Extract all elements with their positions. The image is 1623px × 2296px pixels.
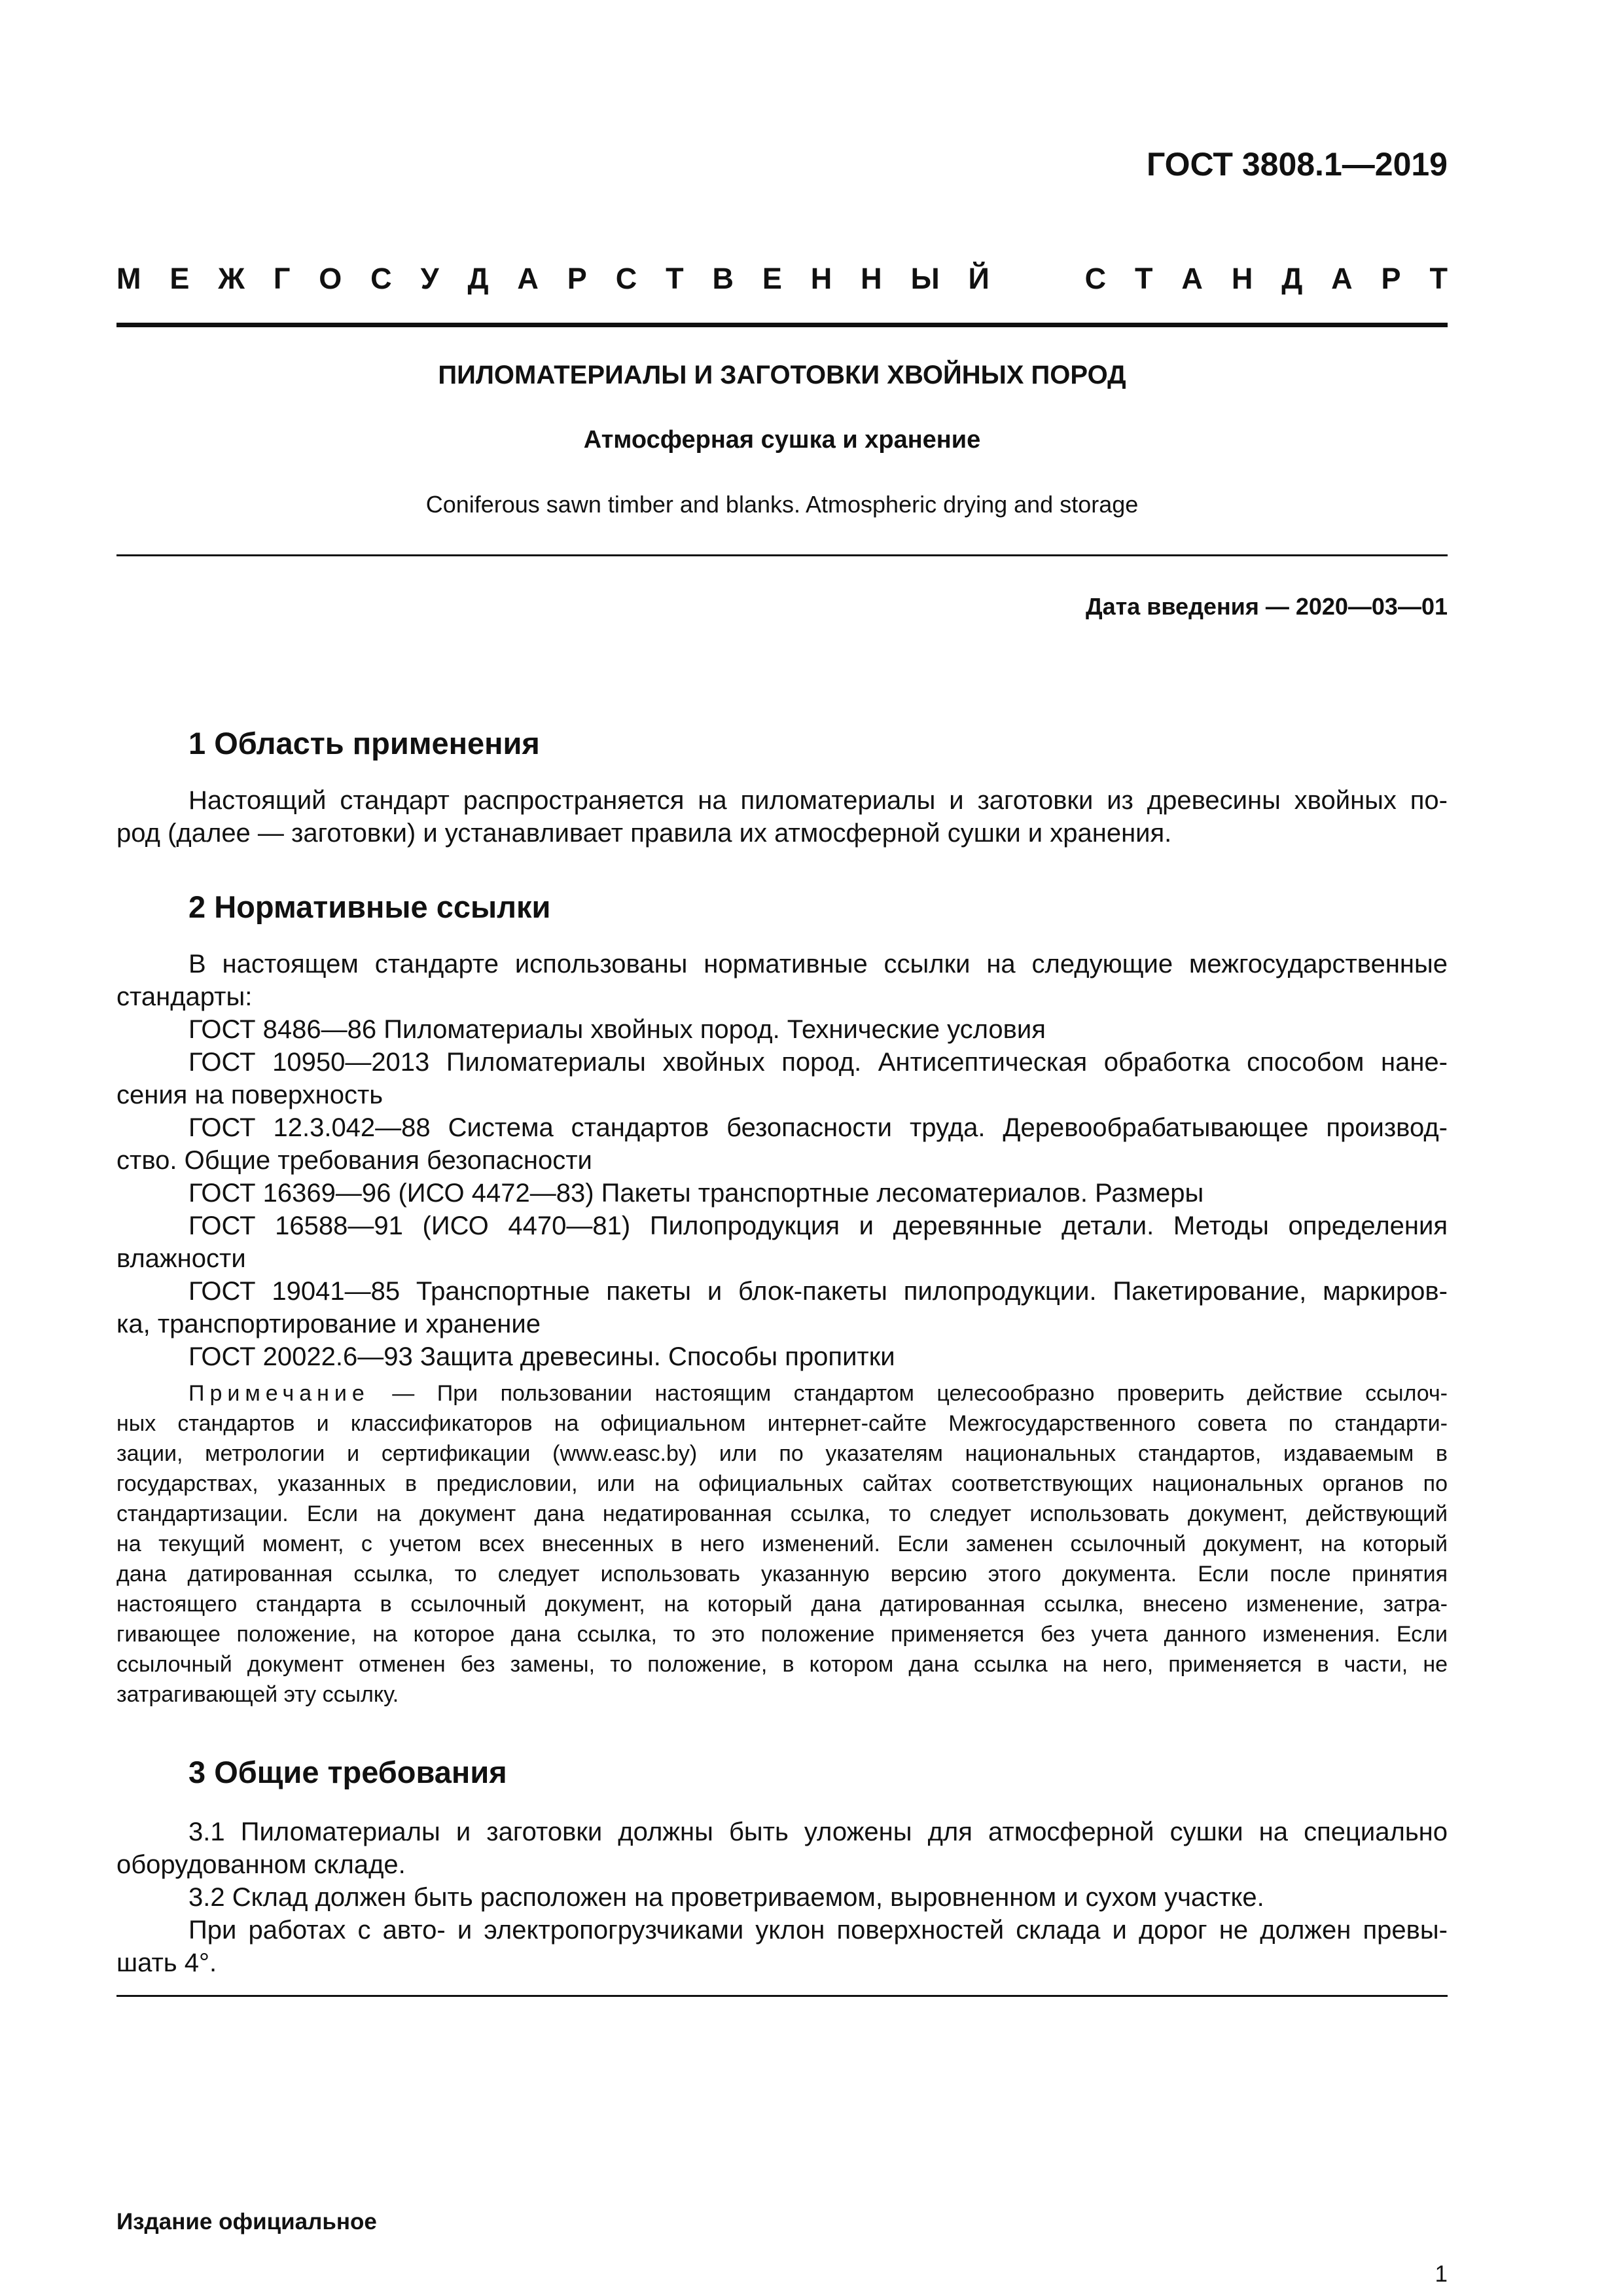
banner-letter: С <box>615 262 637 295</box>
banner-letter: Г <box>273 262 291 295</box>
reference-line: ГОСТ 8486—86 Пиломатериалы хвойных пород. Технические условия <box>188 1015 1046 1044</box>
banner-letter: Е <box>169 262 190 295</box>
paragraph-line: При работах с авто- и электропогрузчиками уклон поверхностей склада и дорог не должен превы- <box>188 1916 1448 1945</box>
page-number: 1 <box>1435 2261 1448 2287</box>
banner-letter: Д <box>1281 262 1303 295</box>
banner-letter: Т <box>666 262 684 295</box>
document-title: ПИЛОМАТЕРИАЛЫ И ЗАГОТОВКИ ХВОЙНЫХ ПОРОД <box>438 361 1126 389</box>
banner-letter: А <box>1331 262 1353 295</box>
note-line: на текущий момент, с учетом всех внесенных в него изменений. Если заменен ссылочный документ, на который <box>116 1532 1448 1556</box>
interstate-standard-banner <box>116 262 1448 296</box>
paragraph-line: шать 4°. <box>116 1948 217 1977</box>
section-heading-scope: 1 Область применения <box>188 726 540 761</box>
note-line: ных стандартов и классификаторов на официальном интернет-сайте Межгосударственного совета по стандарти- <box>116 1411 1448 1436</box>
standard-designation: ГОСТ 3808.1—2019 <box>1146 146 1448 183</box>
introduction-date: Дата введения — 2020—03—01 <box>1085 593 1448 620</box>
note-line: настоящего стандарта в ссылочный документ, на который дана датированная ссылка, внесено изменение, затра- <box>116 1592 1448 1617</box>
reference-line: влажности <box>116 1244 246 1273</box>
banner-letter: Н <box>1231 262 1253 295</box>
paragraph-line: род (далее — заготовки) и устанавливает правила их атмосферной сушки и хранения. <box>116 819 1172 848</box>
banner-letter: Н <box>810 262 832 295</box>
note-line: зации, метрологии и сертификации (www.easc.by) или по указателям национальных стандартов, издаваемым в <box>116 1441 1448 1466</box>
paragraph-line: стандарты: <box>116 982 253 1011</box>
english-title: Coniferous sawn timber and blanks. Atmospheric drying and storage <box>425 491 1139 518</box>
note-label: Примечание <box>188 1381 370 1406</box>
reference-line: ство. Общие требования безопасности <box>116 1146 592 1175</box>
reference-line: ГОСТ 12.3.042—88 Система стандартов безопасности труда. Деревообрабатывающее производ- <box>188 1113 1448 1142</box>
section-heading-general-requirements: 3 Общие требования <box>188 1755 507 1789</box>
banner-letter: Р <box>1381 262 1401 295</box>
official-edition-label: Издание официальное <box>116 2209 377 2234</box>
reference-line: ГОСТ 20022.6—93 Защита древесины. Способы пропитки <box>188 1342 895 1371</box>
note-line <box>188 1378 1448 1408</box>
banner-letter: У <box>420 262 439 295</box>
banner-letter: Н <box>861 262 882 295</box>
note-line: государствах, указанных в предисловии, или на официальных сайтах соответствующих национальных органов по <box>116 1471 1448 1496</box>
banner-letter: В <box>712 262 734 295</box>
document-page <box>116 0 1448 2296</box>
reference-line: ГОСТ 19041—85 Транспортные пакеты и блок-пакеты пилопродукции. Пакетирование, маркиров- <box>188 1277 1448 1306</box>
paragraph-line: оборудованном складе. <box>116 1850 406 1879</box>
section-heading-references: 2 Нормативные ссылки <box>188 889 551 924</box>
paragraph-line: 3.2 Склад должен быть расположен на проветриваемом, выровненном и сухом участке. <box>188 1883 1264 1912</box>
note-line: ссылочный документ отменен без замены, то положение, в котором дана ссылка на него, применяется в части, не <box>116 1652 1448 1677</box>
banner-letter: С <box>370 262 392 295</box>
banner-letter: Д <box>467 262 489 295</box>
banner-letter: А <box>517 262 539 295</box>
banner-letter: Т <box>1135 262 1153 295</box>
paragraph-line: Настоящий стандарт распространяется на пиломатериалы и заготовки из древесины хвойных по- <box>188 786 1448 815</box>
banner-letter: С <box>1084 262 1107 295</box>
banner-letter: А <box>1181 262 1203 295</box>
banner-letter: Ы <box>910 262 940 295</box>
banner-letter: О <box>319 262 342 295</box>
document-subtitle: Атмосферная сушка и хранение <box>583 426 981 454</box>
note-text: — При пользовании настоящим стандартом целесообразно проверить действие ссылоч- <box>369 1381 1448 1406</box>
banner-letter: М <box>116 262 141 295</box>
reference-line: ка, транспортирование и хранение <box>116 1310 541 1338</box>
banner-letter: Ж <box>218 262 245 295</box>
note-line: гивающее положение, на которое дана ссылка, то это положение применяется без учета данного изменения. Если <box>116 1622 1448 1647</box>
banner-gap <box>1018 262 1056 296</box>
reference-line: сения на поверхность <box>116 1081 383 1109</box>
banner-letter: Е <box>762 262 782 295</box>
reference-line: ГОСТ 16588—91 (ИСО 4470—81) Пилопродукция и деревянные детали. Методы определения <box>188 1211 1448 1240</box>
note-line: затрагивающей эту ссылку. <box>116 1682 399 1707</box>
paragraph-line: 3.1 Пиломатериалы и заготовки должны быть уложены для атмосферной сушки на специально <box>188 1818 1448 1846</box>
footer-rule <box>116 1995 1448 1997</box>
header-rule <box>116 323 1448 327</box>
title-rule <box>116 554 1448 556</box>
banner-letter: Т <box>1429 262 1448 295</box>
banner-letter: Й <box>968 262 990 295</box>
note-line: дана датированная ссылка, то следует использовать указанную версию этого документа. Если после принятия <box>116 1562 1448 1587</box>
banner-letter: Р <box>567 262 587 295</box>
note-line: стандартизации. Если на документ дана недатированная ссылка, то следует использовать документ, действующий <box>116 1501 1448 1526</box>
reference-line: ГОСТ 10950—2013 Пиломатериалы хвойных пород. Антисептическая обработка способом нане- <box>188 1048 1448 1077</box>
paragraph-line: В настоящем стандарте использованы нормативные ссылки на следующие межгосударственные <box>188 950 1448 978</box>
reference-line: ГОСТ 16369—96 (ИСО 4472—83) Пакеты транспортные лесоматериалов. Размеры <box>188 1179 1204 1208</box>
